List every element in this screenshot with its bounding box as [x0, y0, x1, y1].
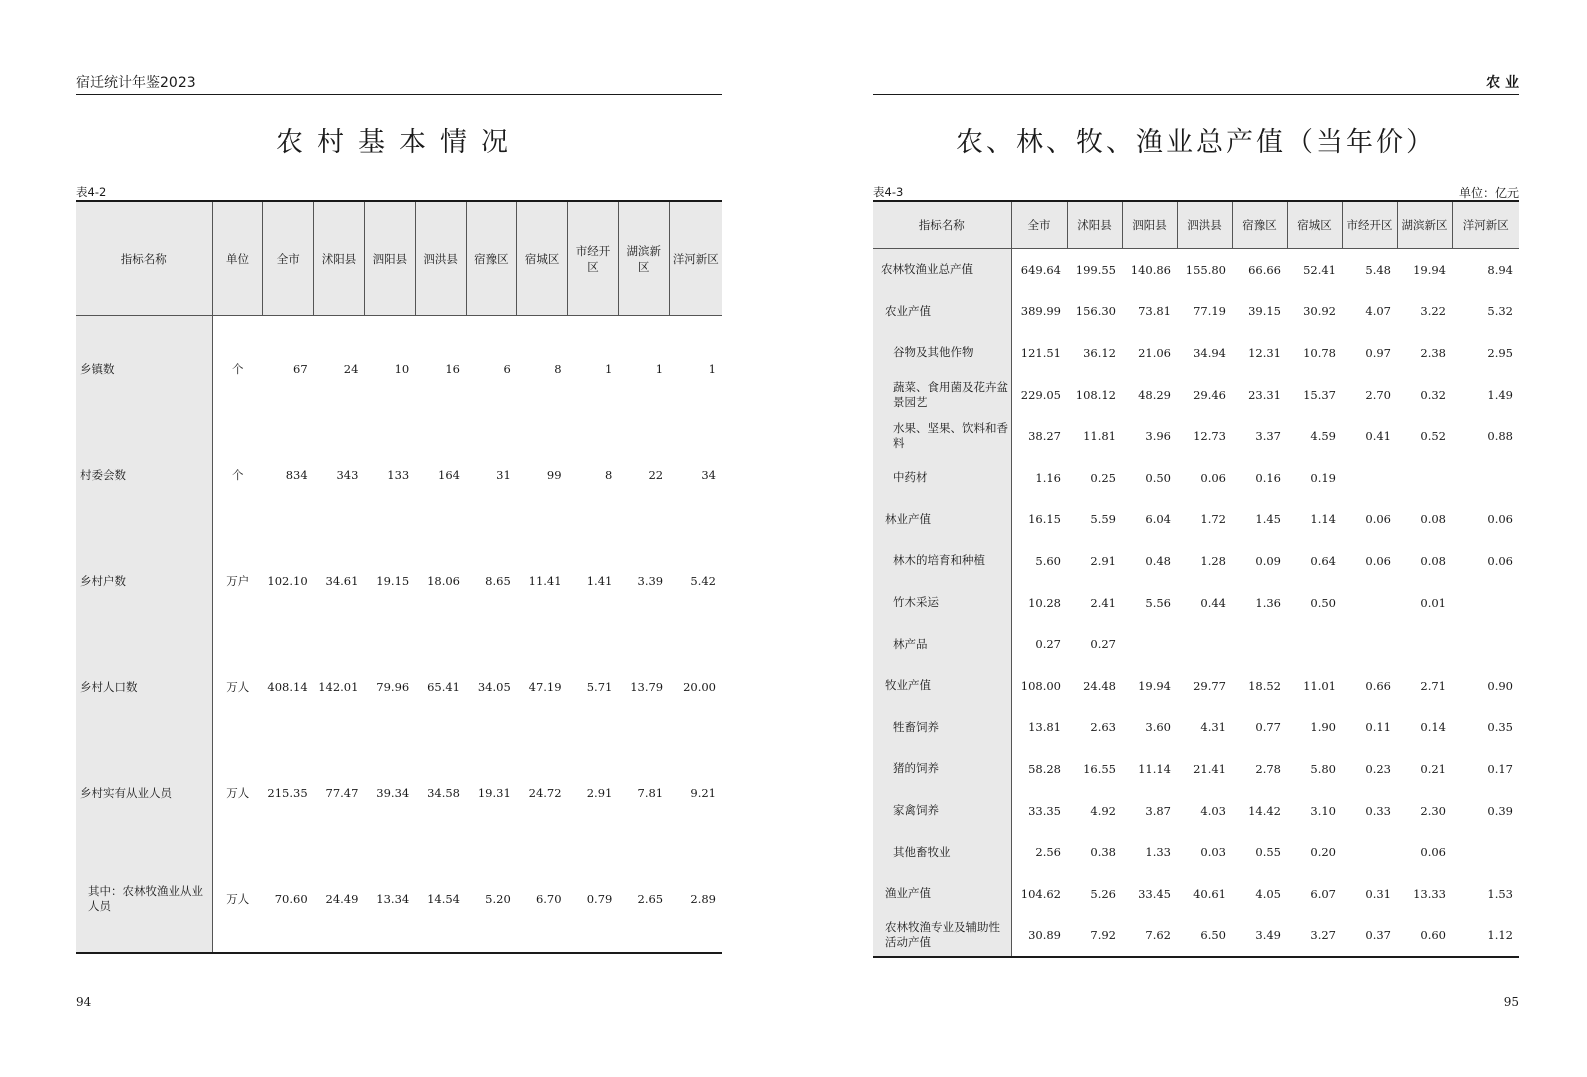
table-cell: 7.62 [1122, 915, 1177, 958]
table-cell: 18.06 [427, 574, 460, 588]
table-cell: 77.19 [1193, 304, 1226, 319]
table-cell: 0.44 [1200, 595, 1226, 610]
table-cell: 21.06 [1138, 345, 1171, 360]
table-cell: 20.00 [683, 680, 716, 694]
row-unit: 万户 [226, 574, 250, 588]
table-row [873, 582, 1519, 624]
column-header: 沭阳县 [314, 201, 365, 316]
table-cell: 6.04 [1145, 512, 1171, 527]
table-cell: 0.01 [1420, 595, 1446, 610]
table-cell: 1 [708, 362, 716, 376]
table-row [873, 457, 1519, 499]
table-cell: 10.78 [1303, 345, 1336, 360]
table-cell [1342, 623, 1397, 665]
table-row [76, 316, 722, 423]
row-label: 中药材 [873, 457, 1011, 499]
table-cell: 0.79 [568, 846, 619, 953]
table-cell: 22 [648, 468, 664, 482]
table-cell: 24.48 [1083, 678, 1116, 693]
row-unit: 万人 [226, 680, 250, 694]
table-cell: 0.25 [1090, 470, 1116, 485]
row-label: 渔业产值 [873, 873, 1011, 915]
table-cell: 1.49 [1487, 387, 1513, 402]
column-header: 泗阳县 [364, 201, 415, 316]
table-cell: 2.78 [1255, 761, 1281, 776]
yearbook-title: 宿迁统计年鉴2023 [76, 75, 196, 91]
table-cell: 2.30 [1420, 803, 1446, 818]
table-cell: 23.31 [1248, 387, 1281, 402]
table-cell [1397, 623, 1452, 665]
table-row [873, 665, 1519, 707]
table-cell: 408.14 [267, 680, 308, 694]
table-header-row [76, 201, 722, 316]
table-cell: 7.81 [637, 786, 664, 800]
row-label: 林木的培育和种植 [873, 540, 1011, 582]
column-header: 洋河新区 [1452, 201, 1519, 249]
table-cell: 1 [655, 362, 664, 376]
column-header: 洋河新区 [669, 201, 722, 316]
table-cell: 6.07 [1310, 886, 1336, 901]
table-cell: 30.89 [1011, 915, 1067, 958]
table-cell: 6.50 [1177, 915, 1232, 958]
column-header: 单位 [212, 201, 263, 316]
row-label: 猪的饲养 [873, 748, 1011, 790]
table-cell: 108.12 [1075, 387, 1116, 402]
table-cell [1177, 623, 1232, 665]
table-title: 农村基本情况 [276, 127, 522, 158]
running-head [873, 74, 1519, 95]
table-row [873, 873, 1519, 915]
table-cell: 834 [285, 468, 308, 482]
table-cell: 121.51 [1020, 345, 1061, 360]
table-cell: 11.14 [1138, 761, 1171, 776]
row-label: 村委会数 [76, 422, 212, 528]
table-cell [1342, 582, 1397, 624]
table-cell: 10 [394, 362, 410, 376]
table-cell: 0.77 [1255, 720, 1281, 735]
table-cell: 0.50 [1145, 470, 1171, 485]
table-cell: 34.58 [427, 786, 460, 800]
table-cell: 343 [336, 468, 359, 482]
table-row [873, 249, 1519, 291]
table-cell: 5.71 [586, 680, 613, 694]
table-cell: 34 [701, 468, 716, 482]
column-header: 泗阳县 [1122, 201, 1177, 249]
table-cell: 8 [554, 362, 562, 376]
table-cell: 19.94 [1138, 678, 1171, 693]
table-cell: 0.90 [1487, 678, 1513, 693]
table-cell: 2.95 [1487, 345, 1513, 360]
table-cell: 3.27 [1287, 915, 1342, 958]
row-label: 林产品 [873, 623, 1011, 665]
row-label: 乡村实有从业人员 [76, 740, 212, 846]
table-cell [1122, 623, 1177, 665]
table-cell: 39.15 [1248, 304, 1281, 319]
table-cell: 5.80 [1310, 761, 1336, 776]
column-header: 沭阳县 [1067, 201, 1122, 249]
table-cell: 52.41 [1303, 262, 1336, 277]
table-cell: 33.35 [1028, 803, 1061, 818]
table-cell: 1.14 [1310, 512, 1336, 527]
row-label: 其中：农林牧渔业从业人员 [76, 846, 212, 953]
row-label: 乡村人口数 [76, 634, 212, 740]
table-cell [1452, 582, 1519, 624]
table-cell: 7.92 [1067, 915, 1122, 958]
table-cell: 0.37 [1342, 915, 1397, 958]
table-cell [1232, 623, 1287, 665]
table-cell: 29.46 [1193, 387, 1226, 402]
table-cell: 34.05 [477, 680, 511, 694]
table-cell: 199.55 [1075, 262, 1116, 277]
table-cell: 5.42 [690, 574, 716, 588]
table-cell: 2.89 [669, 846, 722, 953]
table-cell: 31 [496, 468, 511, 482]
column-header: 泗洪县 [1177, 201, 1232, 249]
table-cell: 4.59 [1310, 429, 1336, 444]
column-header: 泗洪县 [415, 201, 466, 316]
row-label: 乡村户数 [76, 528, 212, 634]
table-cell: 0.32 [1420, 387, 1446, 402]
table-cell: 0.33 [1365, 803, 1391, 818]
table-cell: 40.61 [1193, 886, 1226, 901]
table-cell: 14.54 [415, 846, 466, 953]
table-cell: 3.96 [1145, 429, 1171, 444]
table-cell: 108.00 [1020, 678, 1061, 693]
table-row [873, 415, 1519, 457]
table-row [873, 748, 1519, 790]
page-number: 94 [76, 995, 92, 1009]
table-cell: 1.90 [1310, 720, 1336, 735]
table-cell: 13.81 [1028, 720, 1061, 735]
table-row [873, 499, 1519, 541]
table-cell: 5.26 [1090, 886, 1116, 901]
table-cell: 0.06 [1420, 845, 1446, 860]
table-cell: 2.38 [1420, 345, 1446, 360]
table-cell: 1.12 [1452, 915, 1519, 958]
table-cell: 1.28 [1200, 553, 1226, 568]
table-cell: 65.41 [427, 680, 460, 694]
table-cell: 1.45 [1255, 512, 1281, 527]
table-cell: 0.16 [1255, 470, 1281, 485]
left-page [76, 0, 722, 1077]
table-cell: 1.36 [1255, 595, 1281, 610]
table-cell: 215.35 [267, 786, 308, 800]
table-cell: 0.39 [1487, 803, 1513, 818]
table-cell: 70.60 [263, 846, 314, 953]
table-cell: 5.56 [1145, 595, 1171, 610]
table-cell: 19.94 [1413, 262, 1446, 277]
row-label: 牧业产值 [873, 665, 1011, 707]
table-cell: 0.14 [1420, 720, 1446, 735]
table-cell: 29.77 [1193, 678, 1226, 693]
row-label: 农业产值 [873, 291, 1011, 333]
table-cell: 11.01 [1303, 678, 1336, 693]
table-cell: 156.30 [1075, 304, 1116, 319]
table-cell: 11.81 [1083, 429, 1116, 444]
table-cell: 77.47 [325, 786, 359, 800]
table-cell: 67 [293, 362, 308, 376]
table-cell: 3.39 [637, 574, 664, 588]
table-row [76, 740, 722, 846]
table-cell: 0.52 [1420, 429, 1446, 444]
table-cell: 0.55 [1255, 845, 1281, 860]
table-cell: 0.27 [1090, 637, 1116, 652]
table-cell: 48.29 [1138, 387, 1171, 402]
table-cell: 6 [503, 362, 511, 376]
table-cell: 0.88 [1487, 429, 1513, 444]
table-row [76, 634, 722, 740]
table-cell: 1.72 [1200, 512, 1226, 527]
table-cell: 34.94 [1193, 345, 1226, 360]
table-cell: 8.65 [485, 574, 511, 588]
table-cell: 47.19 [528, 680, 562, 694]
table-cell: 11.41 [528, 574, 562, 588]
table-cell: 389.99 [1020, 304, 1061, 319]
column-header: 市经开区 [568, 201, 619, 316]
table-cell: 0.35 [1487, 720, 1513, 735]
table-cell: 33.45 [1138, 886, 1171, 901]
table-cell: 1.53 [1487, 886, 1513, 901]
table-cell: 0.03 [1200, 845, 1226, 860]
table-cell: 155.80 [1185, 262, 1226, 277]
table-cell: 0.20 [1310, 845, 1336, 860]
table-cell: 18.52 [1248, 678, 1281, 693]
table-row [76, 846, 722, 953]
table-row [873, 831, 1519, 873]
table-cell: 12.31 [1248, 345, 1281, 360]
table-cell: 0.31 [1365, 886, 1391, 901]
table-cell: 229.05 [1020, 387, 1061, 402]
table-cell: 0.17 [1487, 761, 1513, 776]
unit-note: 单位：亿元 [1458, 186, 1519, 200]
table-cell: 0.06 [1487, 553, 1513, 568]
column-header: 宿豫区 [466, 201, 517, 316]
row-label: 其他畜牧业 [873, 831, 1011, 873]
table-cell: 4.31 [1200, 720, 1226, 735]
table-cell: 142.01 [318, 680, 359, 694]
table-row [873, 915, 1519, 958]
table-cell: 2.56 [1035, 845, 1061, 860]
table-cell: 34.61 [325, 574, 359, 588]
table-cell: 58.28 [1028, 761, 1061, 776]
table-cell: 0.41 [1365, 429, 1391, 444]
table-cell: 24.72 [528, 786, 562, 800]
table-cell: 3.22 [1420, 304, 1446, 319]
column-header: 全市 [1011, 201, 1067, 249]
row-label: 谷物及其他作物 [873, 332, 1011, 374]
table-cell: 21.41 [1193, 761, 1226, 776]
table-cell [1342, 457, 1397, 499]
table-cell: 0.11 [1365, 720, 1391, 735]
column-header: 指标名称 [76, 201, 212, 316]
table-cell: 24.49 [314, 846, 365, 953]
table-cell: 24 [343, 362, 359, 376]
column-header: 湖滨新区 [1397, 201, 1452, 249]
table-cell: 0.21 [1420, 761, 1446, 776]
table-cell: 73.81 [1138, 304, 1171, 319]
table-cell: 16 [445, 362, 460, 376]
row-label: 蔬菜、食用菌及花卉盆景园艺 [873, 374, 1011, 416]
table-cell: 9.21 [690, 786, 716, 800]
table-cell: 140.86 [1130, 262, 1171, 277]
table-cell: 12.73 [1193, 429, 1226, 444]
table-cell: 0.06 [1487, 512, 1513, 527]
table-cell: 0.38 [1090, 845, 1116, 860]
table-cell: 3.37 [1255, 429, 1281, 444]
row-unit: 万人 [226, 786, 250, 800]
table-cell: 5.32 [1487, 304, 1513, 319]
row-label: 农林牧渔业总产值 [873, 249, 1011, 291]
table-cell: 102.10 [267, 574, 308, 588]
row-unit: 个 [231, 468, 244, 482]
table-cell: 2.91 [1090, 553, 1116, 568]
table-cell: 19.15 [376, 574, 410, 588]
table-cell: 6.70 [517, 846, 568, 953]
table-number: 表4-3 [873, 185, 904, 199]
page-number: 95 [1503, 995, 1519, 1009]
table-cell: 4.92 [1090, 803, 1116, 818]
table-cell: 0.66 [1365, 678, 1391, 693]
table-cell: 13.34 [364, 846, 415, 953]
column-header: 市经开区 [1342, 201, 1397, 249]
table-cell: 4.07 [1365, 304, 1391, 319]
table-cell: 0.19 [1310, 470, 1336, 485]
rural-basic-table [76, 200, 722, 954]
table-cell: 36.12 [1083, 345, 1116, 360]
table-cell [1452, 831, 1519, 873]
table-cell: 30.92 [1303, 304, 1336, 319]
table-cell: 0.06 [1365, 553, 1391, 568]
table-cell: 15.37 [1303, 387, 1336, 402]
table-header-row [873, 201, 1519, 249]
table-cell: 0.27 [1035, 637, 1061, 652]
column-header: 宿豫区 [1232, 201, 1287, 249]
table-cell: 39.34 [376, 786, 410, 800]
table-row [873, 291, 1519, 333]
table-cell: 14.42 [1248, 803, 1281, 818]
table-cell: 4.05 [1255, 886, 1281, 901]
table-cell: 164 [438, 468, 460, 482]
table-row [873, 707, 1519, 749]
table-cell: 0.64 [1310, 553, 1336, 568]
table-title: 农、林、牧、渔业总产值（当年价） [956, 127, 1436, 158]
right-page [873, 0, 1519, 1077]
table-cell: 13.33 [1413, 886, 1446, 901]
table-cell: 3.10 [1310, 803, 1336, 818]
table-cell: 13.79 [630, 680, 664, 694]
row-label: 林业产值 [873, 499, 1011, 541]
table-cell: 3.87 [1145, 803, 1171, 818]
table-cell: 2.65 [618, 846, 669, 953]
table-cell: 0.08 [1420, 553, 1446, 568]
table-cell: 66.66 [1248, 262, 1281, 277]
row-label: 家禽饲养 [873, 790, 1011, 832]
table-cell: 0.08 [1420, 512, 1446, 527]
table-cell: 3.60 [1145, 720, 1171, 735]
table-cell [1452, 457, 1519, 499]
table-cell: 16.55 [1083, 761, 1116, 776]
row-unit: 个 [231, 362, 244, 376]
table-row [873, 374, 1519, 416]
column-header: 湖滨新区 [618, 201, 669, 316]
table-cell: 2.70 [1365, 387, 1391, 402]
table-cell: 79.96 [376, 680, 410, 694]
table-cell: 0.48 [1145, 553, 1171, 568]
table-cell: 0.06 [1200, 470, 1226, 485]
row-unit: 万人 [212, 846, 263, 953]
table-cell: 0.23 [1365, 761, 1391, 776]
row-label: 乡镇数 [76, 316, 212, 423]
running-head [76, 74, 722, 95]
table-row [76, 422, 722, 528]
table-cell: 19.31 [477, 786, 511, 800]
table-row [873, 332, 1519, 374]
column-header: 全市 [263, 201, 314, 316]
column-header: 宿城区 [517, 201, 568, 316]
table-cell: 99 [546, 468, 562, 482]
table-cell [1287, 623, 1342, 665]
table-cell: 5.60 [1035, 553, 1061, 568]
column-header: 宿城区 [1287, 201, 1342, 249]
table-cell: 10.28 [1028, 595, 1061, 610]
table-cell: 1.33 [1145, 845, 1171, 860]
table-cell: 0.06 [1365, 512, 1391, 527]
table-cell: 0.50 [1310, 595, 1336, 610]
table-cell: 2.71 [1420, 678, 1446, 693]
table-cell [1397, 457, 1452, 499]
column-header: 指标名称 [873, 201, 1011, 249]
table-cell: 0.09 [1255, 553, 1281, 568]
table-cell: 649.64 [1020, 262, 1061, 277]
table-cell: 1 [605, 362, 613, 376]
row-label: 牲畜饲养 [873, 707, 1011, 749]
table-cell: 5.59 [1090, 512, 1116, 527]
table-cell: 133 [387, 468, 410, 482]
table-cell: 0.97 [1365, 345, 1391, 360]
table-cell: 1.41 [586, 574, 613, 588]
table-row [873, 790, 1519, 832]
table-cell: 8 [605, 468, 613, 482]
row-label: 竹木采运 [873, 582, 1011, 624]
table-cell [1342, 831, 1397, 873]
table-cell: 5.48 [1365, 262, 1391, 277]
table-number: 表4-2 [76, 185, 107, 199]
table-cell: 1.16 [1035, 470, 1061, 485]
table-cell: 0.60 [1397, 915, 1452, 958]
table-cell: 8.94 [1487, 262, 1513, 277]
table-cell: 2.63 [1090, 720, 1116, 735]
chapter-title: 农 业 [1486, 75, 1519, 91]
table-cell: 4.03 [1200, 803, 1226, 818]
table-cell [1452, 623, 1519, 665]
table-cell: 2.91 [586, 786, 613, 800]
table-cell: 104.62 [1020, 886, 1061, 901]
table-row [76, 528, 722, 634]
row-label: 农林牧渔专业及辅助性活动产值 [873, 915, 1011, 958]
table-cell: 38.27 [1028, 429, 1061, 444]
table-cell: 5.20 [466, 846, 517, 953]
table-cell: 2.41 [1090, 595, 1116, 610]
row-label: 水果、坚果、饮料和香料 [873, 415, 1011, 457]
output-value-table [873, 200, 1519, 958]
table-row [873, 623, 1519, 665]
table-cell: 3.49 [1232, 915, 1287, 958]
table-row [873, 540, 1519, 582]
table-cell: 16.15 [1028, 512, 1061, 527]
